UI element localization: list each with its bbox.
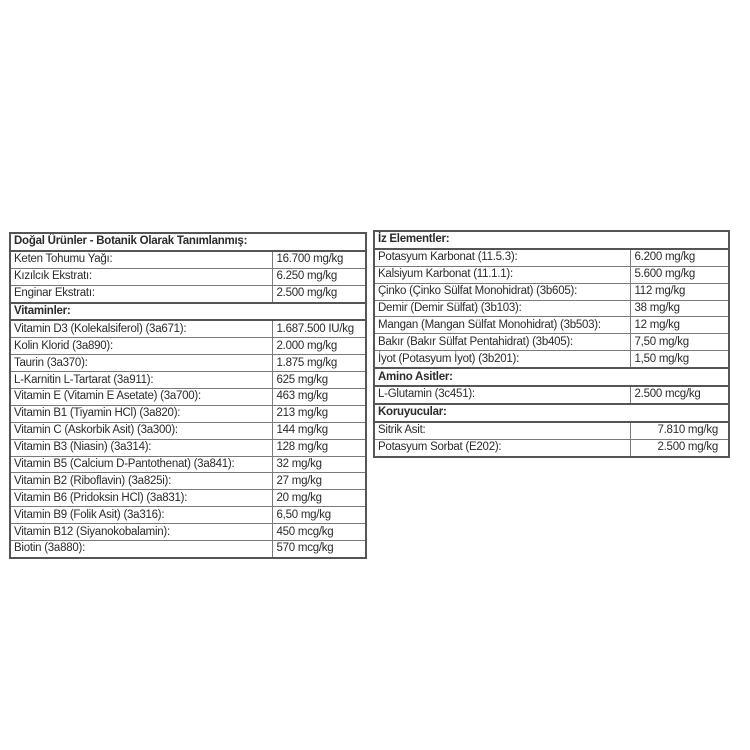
table-row	[10, 405, 366, 422]
table-row	[374, 300, 729, 317]
ingredient-name: Kolin Klorid (3a890):	[10, 338, 272, 355]
table-row	[10, 389, 366, 406]
ingredient-amount: 6.250 mg/kg	[272, 268, 366, 285]
section-header-row	[374, 368, 729, 386]
ingredient-amount: 1.687.500 IU/kg	[272, 320, 366, 337]
table-row	[10, 338, 366, 355]
ingredient-name: Biotin (3a880):	[10, 541, 272, 558]
table-row	[10, 320, 366, 337]
ingredient-amount: 2.500 mg/kg	[630, 439, 729, 456]
ingredient-name: Vitamin B3 (Niasin) (3a314):	[10, 439, 272, 456]
ingredient-amount: 112 mg/kg	[630, 283, 729, 300]
ingredient-name: L-Karnitin L-Tartarat (3a911):	[10, 372, 272, 389]
ingredient-name: Çinko (Çinko Sülfat Monohidrat) (3b605):	[374, 283, 630, 300]
ingredient-amount: 144 mg/kg	[272, 422, 366, 439]
ingredient-amount: 2.500 mcg/kg	[630, 386, 729, 404]
right-nutrition-table	[373, 230, 730, 458]
ingredient-amount: 7,50 mg/kg	[630, 334, 729, 351]
ingredient-name: Vitamin E (Vitamin E Asetate) (3a700):	[10, 389, 272, 406]
ingredient-amount: 7.810 mg/kg	[630, 422, 729, 439]
section-title: Amino Asitler:	[374, 368, 729, 386]
ingredient-name: Enginar Ekstratı:	[10, 285, 272, 302]
ingredient-amount: 12 mg/kg	[630, 317, 729, 334]
section-header-row	[374, 404, 729, 422]
ingredient-name: L-Glutamin (3c451):	[374, 386, 630, 404]
ingredient-name: Demir (Demir Sülfat) (3b103):	[374, 300, 630, 317]
table-row	[374, 351, 729, 368]
ingredient-name: Mangan (Mangan Sülfat Monohidrat) (3b503):	[374, 317, 630, 334]
table-row	[10, 372, 366, 389]
section-header-row	[10, 303, 366, 321]
section-title: Koruyucular:	[374, 404, 729, 422]
ingredient-amount: 38 mg/kg	[630, 300, 729, 317]
ingredient-name: Keten Tohumu Yağı:	[10, 251, 272, 268]
ingredient-amount: 450 mcg/kg	[272, 524, 366, 541]
ingredient-name: Kızılcık Ekstratı:	[10, 268, 272, 285]
ingredient-name: Vitamin B1 (Tiyamin HCl) (3a820):	[10, 405, 272, 422]
table-row	[374, 386, 729, 404]
table-row	[374, 439, 729, 456]
ingredient-amount: 2.500 mg/kg	[272, 285, 366, 302]
ingredient-name: Vitamin B6 (Pridoksin HCl) (3a831):	[10, 490, 272, 507]
ingredient-name: Potasyum Karbonat (11.5.3):	[374, 249, 630, 266]
table-row	[10, 456, 366, 473]
table-row	[10, 507, 366, 524]
left-nutrition-table	[9, 232, 367, 559]
ingredient-name: İyot (Potasyum İyot) (3b201):	[374, 351, 630, 368]
ingredient-amount: 20 mg/kg	[272, 490, 366, 507]
table-row	[10, 268, 366, 285]
table-row	[374, 249, 729, 266]
ingredient-name: Bakır (Bakır Sülfat Pentahidrat) (3b405):	[374, 334, 630, 351]
table-row	[374, 283, 729, 300]
table-row	[10, 355, 366, 372]
table-row	[10, 422, 366, 439]
ingredient-name: Vitamin C (Askorbik Asit) (3a300):	[10, 422, 272, 439]
ingredient-amount: 16.700 mg/kg	[272, 251, 366, 268]
ingredient-amount: 5.600 mg/kg	[630, 266, 729, 283]
ingredient-amount: 2.000 mg/kg	[272, 338, 366, 355]
ingredient-name: Kalsiyum Karbonat (11.1.1):	[374, 266, 630, 283]
table-row	[10, 439, 366, 456]
section-title: Vitaminler:	[10, 303, 366, 321]
ingredient-amount: 1,50 mg/kg	[630, 351, 729, 368]
ingredient-amount: 1.875 mg/kg	[272, 355, 366, 372]
ingredient-amount: 6.200 mg/kg	[630, 249, 729, 266]
ingredient-amount: 6,50 mg/kg	[272, 507, 366, 524]
ingredient-amount: 128 mg/kg	[272, 439, 366, 456]
ingredient-amount: 463 mg/kg	[272, 389, 366, 406]
table-row	[10, 285, 366, 302]
table-row	[10, 490, 366, 507]
table-row	[10, 541, 366, 558]
table-row	[374, 422, 729, 439]
table-row	[374, 266, 729, 283]
ingredient-name: Vitamin B5 (Calcium D-Pantothenat) (3a841):	[10, 456, 272, 473]
ingredient-amount: 625 mg/kg	[272, 372, 366, 389]
ingredient-name: Sitrik Asit:	[374, 422, 630, 439]
table-row	[10, 251, 366, 268]
ingredient-name: Vitamin B12 (Siyanokobalamin):	[10, 524, 272, 541]
ingredient-amount: 27 mg/kg	[272, 473, 366, 490]
ingredient-name: Vitamin D3 (Kolekalsiferol) (3a671):	[10, 320, 272, 337]
ingredient-amount: 213 mg/kg	[272, 405, 366, 422]
table-row	[374, 317, 729, 334]
section-header-row	[10, 233, 366, 251]
ingredient-amount: 570 mcg/kg	[272, 541, 366, 558]
table-row	[374, 334, 729, 351]
ingredient-name: Vitamin B9 (Folik Asit) (3a316):	[10, 507, 272, 524]
ingredient-name: Potasyum Sorbat (E202):	[374, 439, 630, 456]
ingredient-amount: 32 mg/kg	[272, 456, 366, 473]
ingredient-name: Taurin (3a370):	[10, 355, 272, 372]
ingredient-name: Vitamin B2 (Riboflavin) (3a825i):	[10, 473, 272, 490]
section-title: İz Elementler:	[374, 231, 729, 249]
section-header-row	[374, 231, 729, 249]
table-row	[10, 473, 366, 490]
section-title: Doğal Ürünler - Botanik Olarak Tanımlanmış:	[10, 233, 366, 251]
table-row	[10, 524, 366, 541]
